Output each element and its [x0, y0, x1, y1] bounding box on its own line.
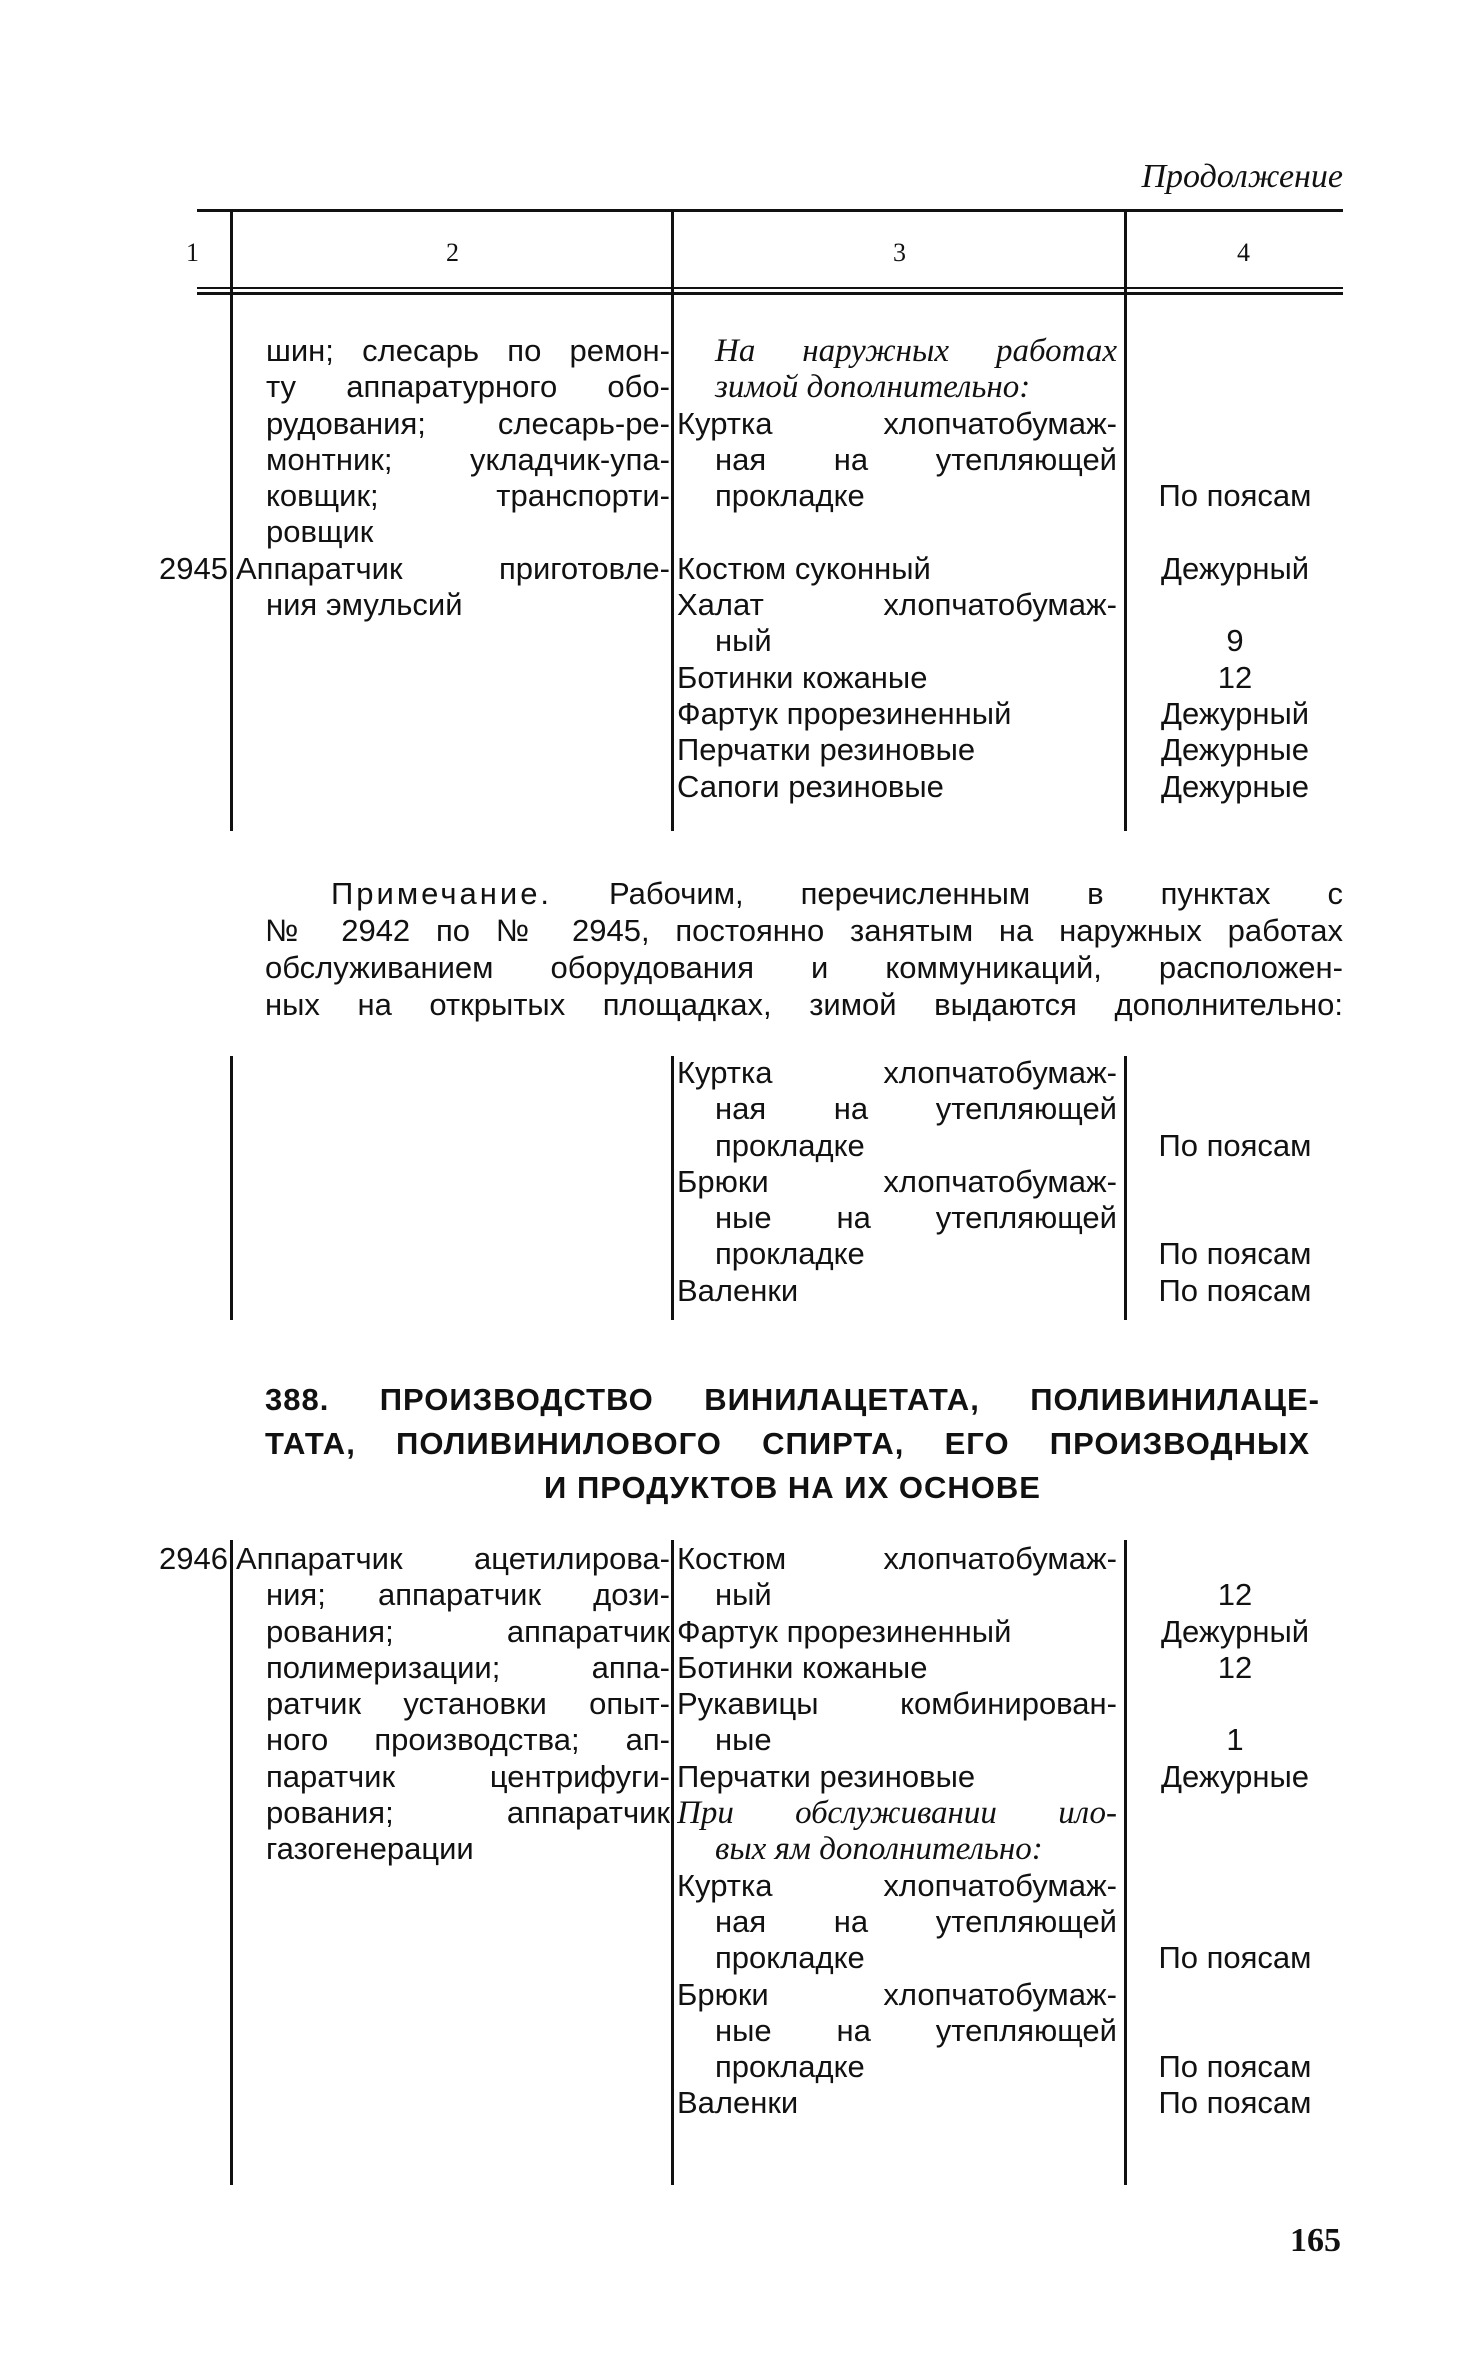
norm-value: По поясам	[1158, 2049, 1312, 2085]
norm-value: По поясам	[1158, 1940, 1312, 1976]
profession-line: Аппаратчик ацетилирова-	[236, 1541, 670, 1576]
entry-number	[150, 1795, 228, 1831]
norm-value: Дежурный	[1160, 1613, 1310, 1649]
item-line: Брюки хлопчатобумаж-	[677, 1976, 1117, 2012]
norm-value: Дежурные	[1160, 732, 1309, 768]
item-line: Перчатки резиновые	[677, 732, 976, 768]
norm-value: Дежурный	[1160, 550, 1310, 586]
item-subheading-line: На наружных работах	[715, 333, 1117, 369]
norm-value	[1127, 369, 1343, 405]
item-subheading-line: зимой дополнительно:	[715, 369, 1031, 406]
column-rule	[230, 1540, 233, 2185]
profession-line: рования; аппаратчик	[266, 1795, 670, 1831]
page-number: 165	[1290, 2222, 1341, 2259]
norm-value: Дежурные	[1160, 768, 1309, 804]
profession-line: ровщик	[266, 514, 374, 550]
item-line: ная на утепляющей	[715, 1903, 1117, 1939]
entry-number	[150, 1759, 228, 1795]
item-line: Куртка хлопчатобумаж-	[677, 1867, 1117, 1903]
item-line: Сапоги резиновые	[677, 768, 944, 804]
norm-value: 12	[1217, 1649, 1253, 1685]
entry-number	[150, 369, 228, 405]
norm-value	[1127, 2013, 1343, 2049]
entry-number: 2945	[159, 550, 228, 586]
column-rule	[671, 211, 674, 831]
item-line: прокладке	[715, 1940, 865, 1976]
profession-line: ту аппаратурного обо-	[266, 369, 670, 405]
item-line: прокладке	[715, 1236, 865, 1272]
column-profession	[236, 333, 670, 623]
item-line: Ботинки кожаные	[677, 659, 928, 695]
section-heading	[265, 1378, 1320, 1510]
profession-line: рования; аппаратчик	[266, 1613, 670, 1649]
column-item	[677, 333, 1117, 805]
note-line: ных на открытых площадках, зимой выдаются дополнительно:	[265, 987, 1343, 1022]
entry-number	[150, 1722, 228, 1758]
header-col-2: 2	[446, 238, 459, 267]
norm-value: 9	[1226, 623, 1244, 659]
profession-line: ния эмульсий	[266, 587, 463, 623]
profession-line: монтник; укладчик-упа-	[266, 441, 670, 477]
item-line: прокладке	[715, 478, 865, 514]
profession-line: ратчик установки опыт-	[266, 1686, 670, 1722]
profession-line: Аппаратчик приготовле-	[236, 550, 670, 586]
header-col-3: 3	[893, 238, 906, 267]
profession-line: ного производства; ап-	[266, 1722, 670, 1758]
item-line: Перчатки резиновые	[677, 1758, 976, 1794]
norm-value: 12	[1217, 1577, 1253, 1613]
entry-number	[150, 1650, 228, 1686]
norm-value: Дежурные	[1160, 1758, 1309, 1794]
norm-value	[1127, 1868, 1343, 1904]
entry-number	[150, 442, 228, 478]
item-line: Валенки	[677, 1272, 799, 1308]
norm-value	[1127, 587, 1343, 623]
column-number	[150, 333, 228, 623]
item-line: Костюм хлопчатобумаж-	[677, 1541, 1117, 1576]
item-line: Куртка хлопчатобумаж-	[677, 405, 1117, 441]
norm-value	[1127, 333, 1343, 369]
norm-value	[1127, 1795, 1343, 1831]
item-line: ный	[715, 1577, 772, 1613]
profession-line: полимеризации; аппа-	[266, 1649, 670, 1685]
profession-line: газогенерации	[266, 1831, 474, 1867]
norm-value	[1127, 1831, 1343, 1867]
profession-line: ния; аппаратчик дози-	[266, 1577, 670, 1613]
item-line: Фартук прорезиненный	[677, 695, 1012, 731]
item-line: ный	[715, 623, 772, 659]
entry-number	[150, 1686, 228, 1722]
profession-line: ковщик; транспорти-	[266, 478, 670, 514]
item-line: прокладке	[715, 2049, 865, 2085]
item-line: Куртка хлопчатобумаж-	[677, 1055, 1117, 1090]
note-label: Примечание.	[331, 876, 553, 911]
header-rule	[197, 287, 1343, 289]
norm-value: 12	[1217, 659, 1253, 695]
item-line: Валенки	[677, 2085, 799, 2121]
item-line: ные на утепляющей	[715, 1200, 1117, 1236]
item-subheading-line: При обслуживании ило-	[677, 1795, 1117, 1832]
entry-number	[150, 1614, 228, 1650]
item-line: Фартук прорезиненный	[677, 1613, 1012, 1649]
norm-value	[1127, 1200, 1343, 1236]
column-item	[677, 1541, 1117, 2122]
item-line: ные	[715, 1722, 772, 1758]
entry-number	[150, 406, 228, 442]
entry-number	[150, 1577, 228, 1613]
norm-value	[1127, 1164, 1343, 1200]
item-line: ная на утепляющей	[715, 1091, 1117, 1127]
column-item	[677, 1055, 1117, 1309]
column-rule	[671, 1540, 674, 2185]
header-col-1: 1	[186, 238, 199, 267]
section-heading-line: ТАТА, ПОЛИВИНИЛОВОГО СПИРТА, ЕГО ПРОИЗВОДНЫХ	[265, 1426, 1310, 1461]
column-rule	[671, 1056, 674, 1320]
profession-line: шин; слесарь по ремон-	[266, 333, 670, 368]
norm-value: 1	[1226, 1722, 1244, 1758]
item-subheading-line: вых ям дополнительно:	[715, 1831, 1043, 1868]
column-norm	[1127, 1541, 1343, 2122]
column-rule	[230, 211, 233, 831]
continuation-label: Продолжение	[1141, 158, 1343, 195]
item-line: Ботинки кожаные	[677, 1649, 928, 1685]
norm-value: По поясам	[1158, 1127, 1312, 1163]
entry-number	[150, 1831, 228, 1867]
header-rule-double	[197, 292, 1343, 295]
item-line: Рукавицы комбинирован-	[677, 1686, 1117, 1722]
norm-value	[1127, 442, 1343, 478]
item-line: Брюки хлопчатобумаж-	[677, 1163, 1117, 1199]
note-line: № 2942 по № 2945, постоянно занятым на наружных работах	[265, 913, 1343, 948]
profession-line: паратчик центрифуги-	[266, 1758, 670, 1794]
norm-value	[1127, 1904, 1343, 1940]
norm-value: Дежурный	[1160, 695, 1310, 731]
norm-value	[1127, 514, 1343, 550]
column-rule	[230, 1056, 233, 1320]
profession-line: рудования; слесарь-ре-	[266, 405, 670, 441]
norm-value	[1127, 1055, 1343, 1091]
section-heading-line: И ПРОДУКТОВ НА ИХ ОСНОВЕ	[544, 1470, 1041, 1505]
norm-value	[1127, 1091, 1343, 1127]
norm-value	[1127, 406, 1343, 442]
norm-value	[1127, 1686, 1343, 1722]
column-number	[150, 1541, 228, 1868]
item-line: Костюм суконный	[677, 550, 931, 586]
note-paragraph	[265, 875, 1343, 1023]
note-line: Примечание. Рабочим, перечисленным в пунктах с	[331, 876, 1343, 911]
column-norm	[1127, 333, 1343, 805]
entry-number: 2946	[159, 1541, 228, 1576]
norm-value: По поясам	[1158, 478, 1312, 514]
norm-value	[1127, 1977, 1343, 2013]
table-top-rule	[197, 209, 1343, 212]
item-line	[677, 514, 1117, 550]
item-line: Халат хлопчатобумаж-	[677, 587, 1117, 623]
note-line: обслуживанием оборудования и коммуникаций, расположен-	[265, 950, 1343, 985]
entry-number	[150, 478, 228, 514]
item-line: ная на утепляющей	[715, 441, 1117, 477]
item-line: ные на утепляющей	[715, 2012, 1117, 2048]
norm-value: По поясам	[1158, 1236, 1312, 1272]
entry-number	[150, 587, 228, 623]
column-norm	[1127, 1055, 1343, 1309]
entry-number	[150, 514, 228, 550]
norm-value: По поясам	[1158, 2085, 1312, 2121]
norm-value: По поясам	[1158, 1272, 1312, 1308]
column-profession	[236, 1541, 670, 1868]
section-heading-line: 388. ПРОИЗВОДСТВО ВИНИЛАЦЕТАТА, ПОЛИВИНИЛАЦЕ-	[265, 1382, 1320, 1417]
norm-value	[1127, 1541, 1343, 1577]
header-col-4: 4	[1237, 238, 1250, 267]
entry-number	[150, 333, 228, 369]
item-line: прокладке	[715, 1127, 865, 1163]
